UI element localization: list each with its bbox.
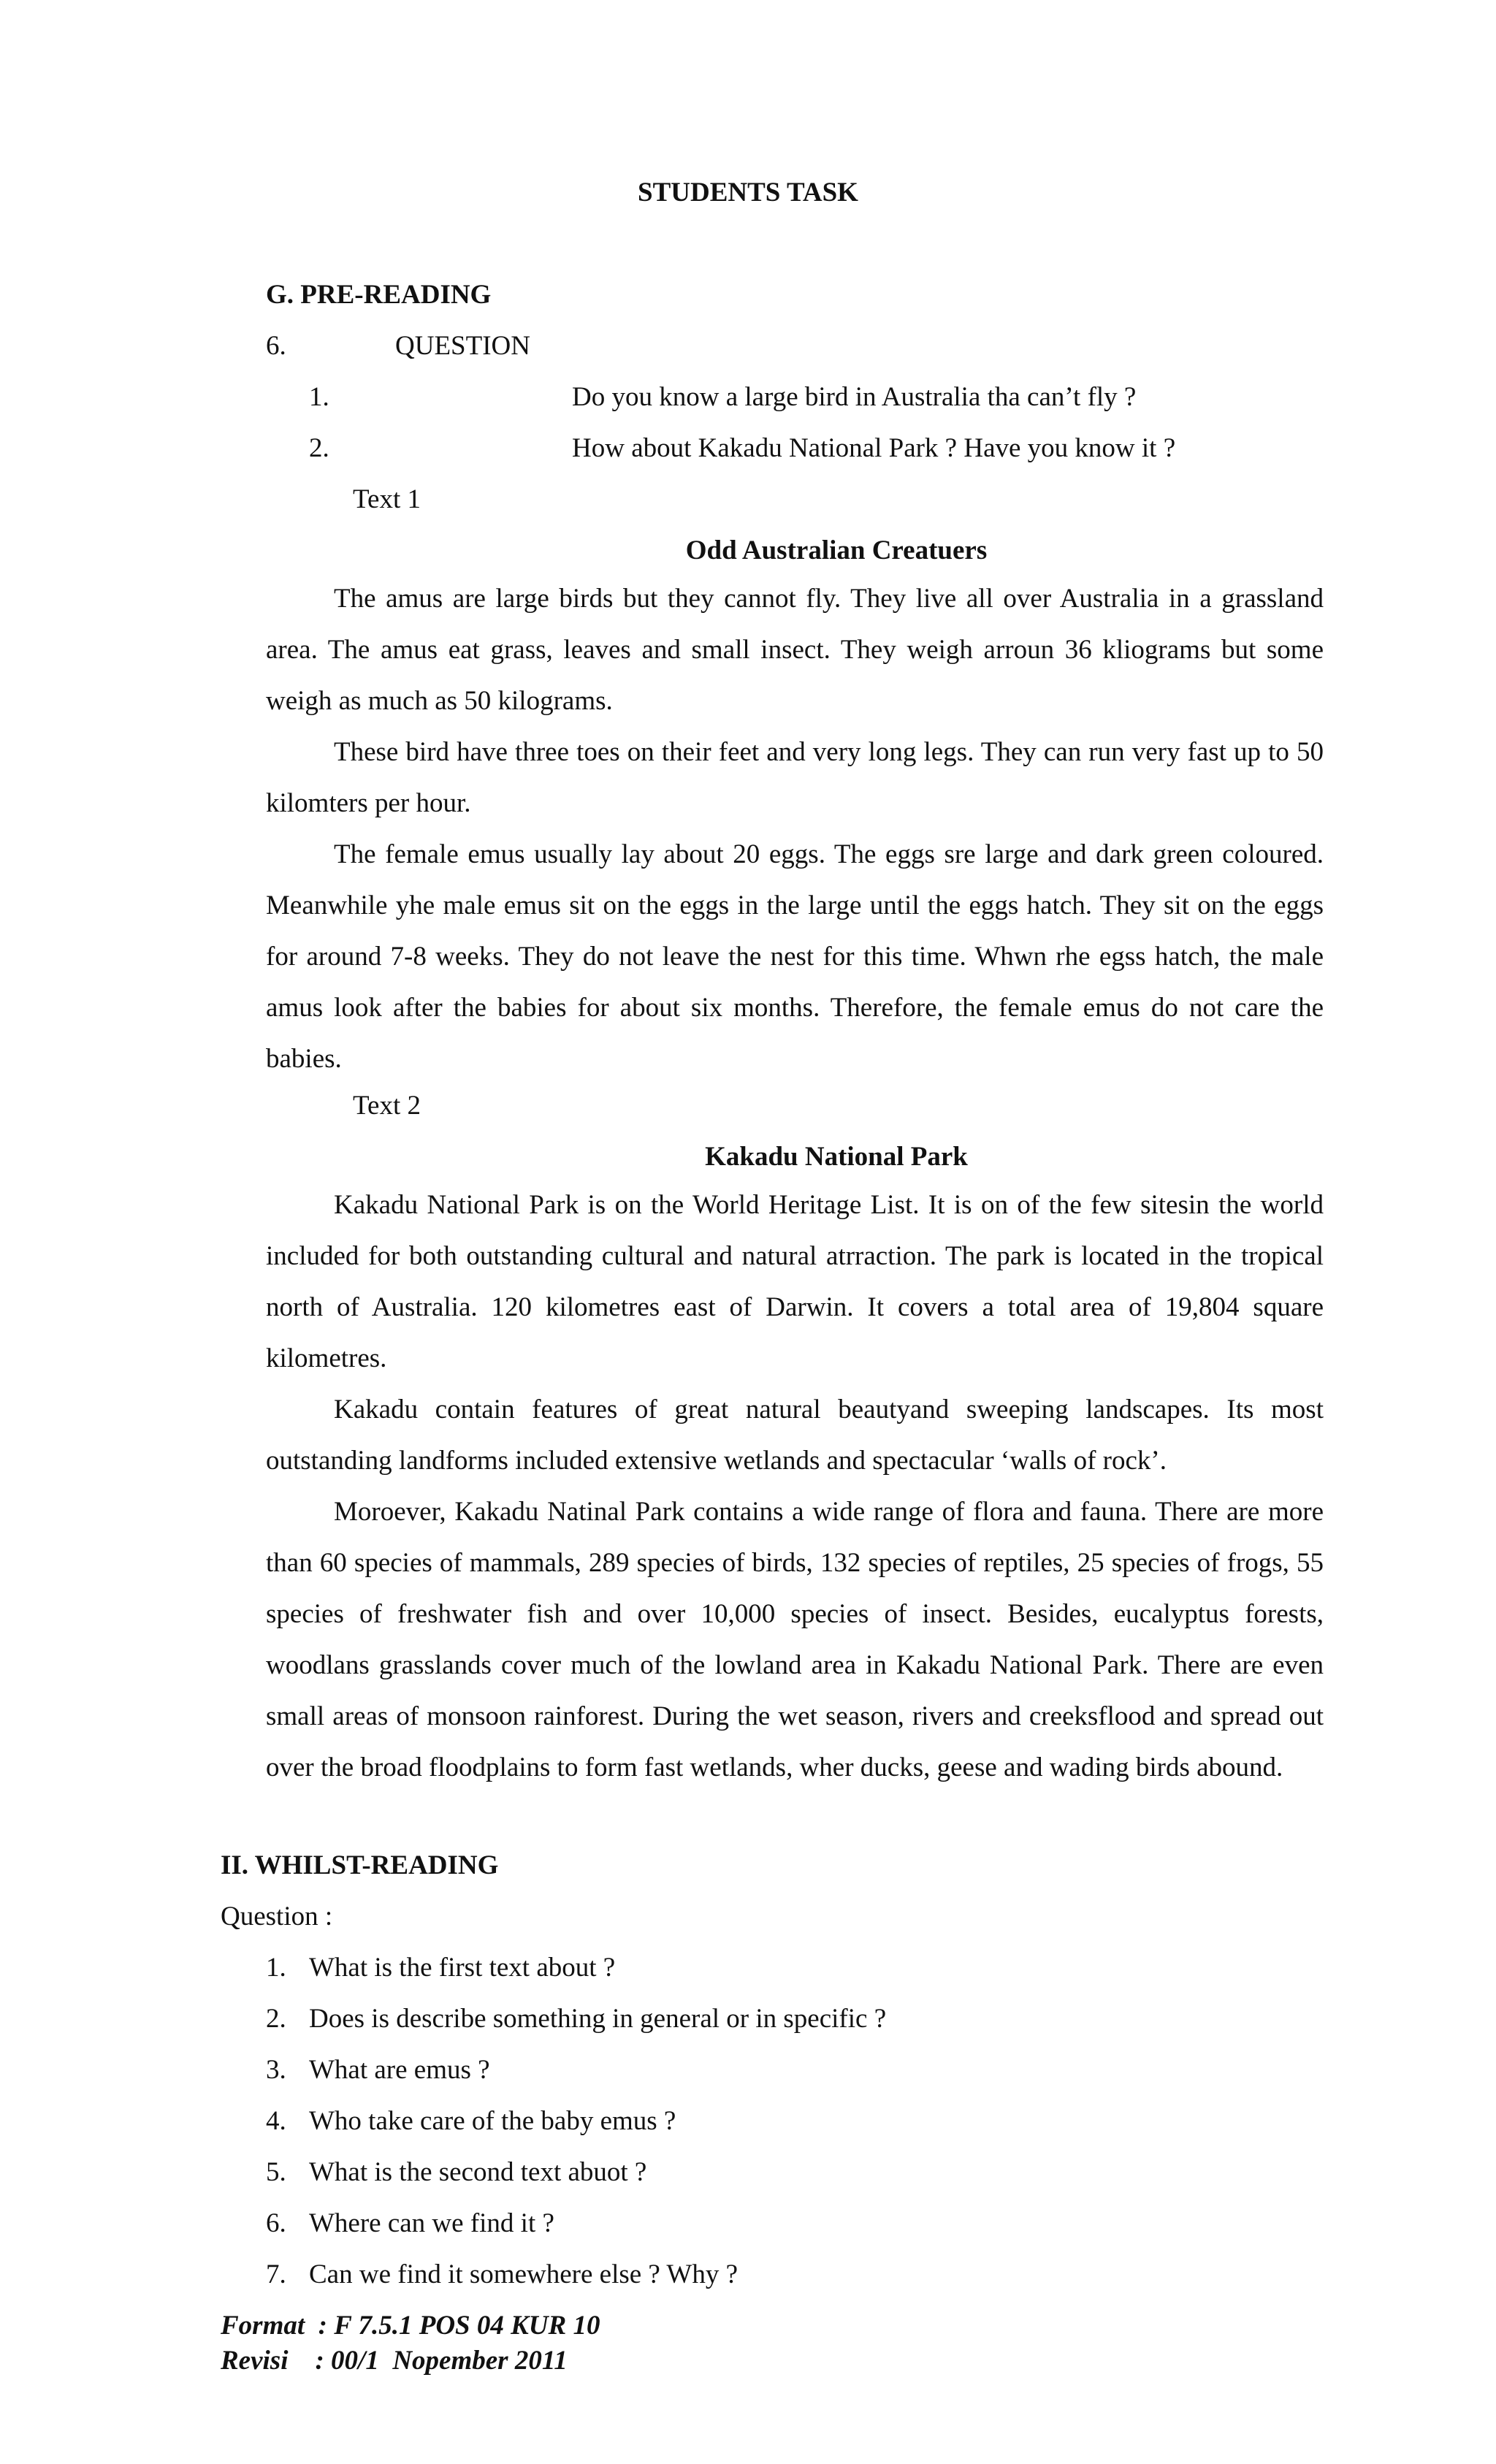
list-item-number: 2. [266,2004,286,2034]
text2-title: Kakadu National Park [705,1142,968,1172]
text2-paragraph: Kakadu National Park is on the World Heritage List. It is on of the few sitesin the world included for both outstanding cultural and natural atrraction. The park is located in the tropical north of Australia. 120 kilometres east of Darwin. It covers a total area of 19,804 square kilometres. [266,1190,1324,1373]
question-label: QUESTION [395,331,530,361]
list-item: What are emus ? [309,2055,490,2085]
list-item-number: 4. [266,2106,286,2136]
question-number: 6. [266,331,286,361]
list-item: What is the second text abuot ? [309,2157,647,2187]
text1-paragraph: These bird have three toes on their feet and very long legs. They can run very fast up to 50 kilomters per hour. [266,737,1324,818]
list-item-number: 1. [266,1953,286,1983]
text1-title: Odd Australian Creatuers [685,535,988,565]
list-item: Where can we find it ? [309,2208,554,2238]
pre-question-number: 1. [309,382,329,412]
text1-label: Text 1 [353,484,421,514]
text2-label: Text 2 [353,1091,421,1121]
text2-paragraph: Kakadu contain features of great natural beautyand sweeping landscapes. Its most outstanding landforms included extensive wetlands and spectacular ‘walls of rock’. [266,1395,1324,1476]
text1-paragraph: The female emus usually lay about 20 eggs. The eggs sre large and dark green coloured. Meanwhile yhe male emus sit on the eggs in the large until the eggs hatch. They sit on the eggs for around 7-8 weeks. They do not leave the nest for this time. Whwn rhe egss hatch, the male amus look after the babies for about six months. Therefore, the female emus do not care the babies. [266,839,1324,1074]
list-item: Who take care of the baby emus ? [309,2106,676,2136]
question-label: Question : [221,1902,333,1931]
text2-paragraph: Moroever, Kakadu Natinal Park contains a wide range of flora and fauna. There are more than 60 species of mammals, 289 species of birds, 132 species of reptiles, 25 species of frogs, 55 species of freshwater fish and over 10,000 species of insect. Besides, eucalyptus forests, woodlans grasslands cover much of the lowland area in Kakadu National Park. There are even small areas of monsoon rainforest. During the wet season, rivers and creeksflood and spread out over the broad floodplains to form fast wetlands, wher ducks, geese and wading birds abound. [266,1497,1324,1782]
list-item-number: 7. [266,2259,286,2289]
page-title: STUDENTS TASK [638,178,858,207]
list-item: Does is describe something in general or in specific ? [309,2004,887,2034]
pre-question-text: How about Kakadu National Park ? Have you know it ? [572,433,1176,463]
list-item: Can we find it somewhere else ? Why ? [309,2259,739,2289]
pre-question-number: 2. [309,433,329,463]
list-item-number: 6. [266,2208,286,2238]
list-item: What is the first text about ? [309,1953,616,1983]
text1-paragraph: The amus are large birds but they cannot fly. They live all over Australia in a grassland area. The amus eat grass, leaves and small insect. They weigh arroun 36 kliograms but some weigh as much as 50 kilograms. [266,584,1324,716]
list-item-number: 3. [266,2055,286,2085]
pre-reading-heading: G. PRE-READING [266,280,492,310]
pre-question-text: Do you know a large bird in Australia tha can’t fly ? [572,382,1137,412]
format-code: Format : F 7.5.1 POS 04 KUR 10 [221,2311,600,2341]
revision-info: Revisi : 00/1 Nopember 2011 [221,2346,568,2376]
whilst-reading-heading: II. WHILST-READING [221,1850,499,1880]
list-item-number: 5. [266,2157,286,2187]
